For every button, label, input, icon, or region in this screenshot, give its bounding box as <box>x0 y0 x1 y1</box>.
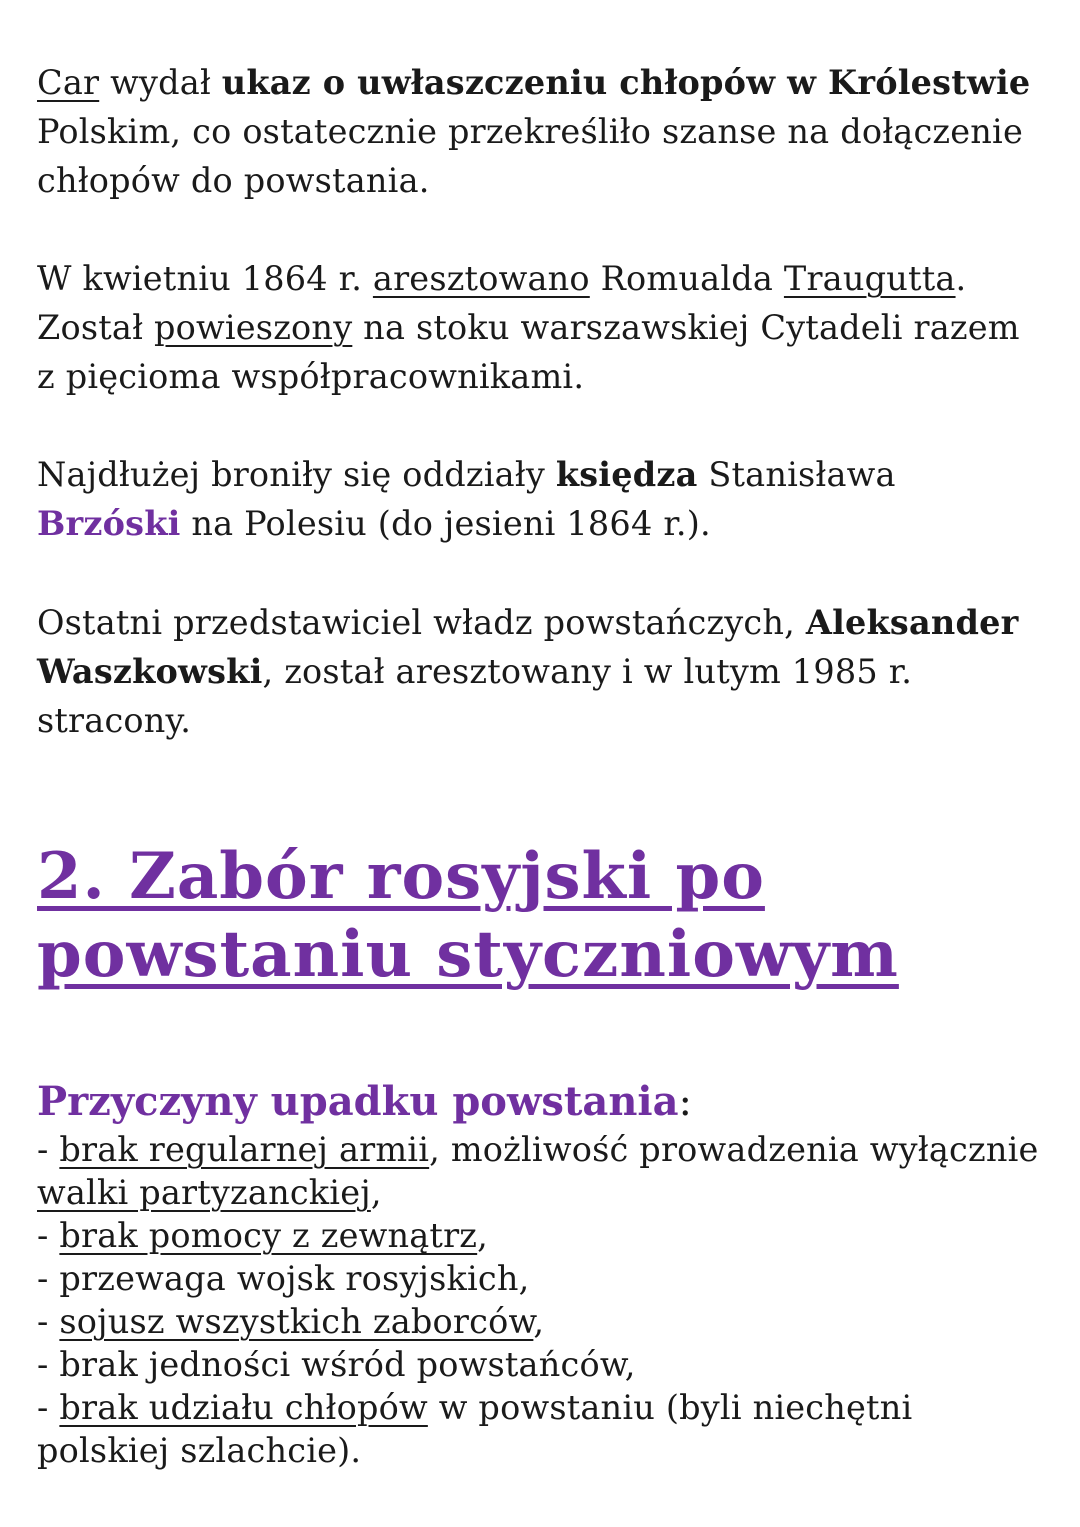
text: , <box>370 1173 382 1212</box>
underlined-text: walki partyzanckiej <box>37 1173 371 1212</box>
underlined-car: Car <box>37 63 100 102</box>
bold-ksiedza: księdza <box>555 455 698 494</box>
text: , <box>533 1302 545 1341</box>
list-item <box>37 1300 1047 1343</box>
causes-heading <box>37 1076 1047 1128</box>
text: . Został <box>37 259 967 347</box>
underlined-text: brak udziału chłopów <box>59 1388 428 1427</box>
underlined-aresztowano: aresztowano <box>372 259 590 298</box>
causes-section <box>37 1076 1047 1472</box>
underlined-text: sojusz wszystkich zaborców <box>59 1302 534 1341</box>
purple-brzoski: Brzóski <box>37 504 181 543</box>
paragraph-car-ukaz <box>37 58 1047 205</box>
bullet-dash: - <box>37 1345 60 1384</box>
list-item <box>37 1214 1047 1257</box>
underlined-text: brak pomocy z zewnątrz <box>59 1216 478 1255</box>
list-item <box>37 1386 1047 1472</box>
text: W kwietniu 1864 r. <box>37 259 373 298</box>
text: , <box>477 1216 489 1255</box>
text: , został aresztowany i w lutym 1985 r. stracony. <box>37 652 913 740</box>
text: Stanisława <box>697 455 896 494</box>
text: Najdłużej broniły się oddziały <box>37 455 556 494</box>
paragraph-traugutt <box>37 254 1047 401</box>
causes-list <box>37 1128 1047 1472</box>
bullet-dash: - <box>37 1388 60 1427</box>
bullet-dash: - <box>37 1302 60 1341</box>
text: na stoku warszawskiej Cytadeli razem z pięcioma współpracownikami. <box>37 308 1020 396</box>
list-item <box>37 1128 1047 1214</box>
paragraph-waszkowski <box>37 598 1047 745</box>
underlined-powieszony: powieszony <box>153 308 353 347</box>
text: przewaga wojsk rosyjskich, <box>59 1259 530 1298</box>
bold-waszkowski: Aleksander Waszkowski <box>37 603 1019 691</box>
bullet-dash: - <box>37 1216 60 1255</box>
causes-title: Przyczyny upadku powstania <box>37 1078 679 1125</box>
text: wydał <box>99 63 222 102</box>
bold-ukaz: ukaz o uwłaszczeniu chłopów w Królestwie <box>221 63 1031 102</box>
text: Romualda <box>589 259 784 298</box>
causes-colon: : <box>678 1079 693 1125</box>
bullet-dash: - <box>37 1130 60 1169</box>
bullet-dash: - <box>37 1259 60 1298</box>
list-item <box>37 1343 1047 1386</box>
underlined-traugutta: Traugutta <box>783 259 956 298</box>
text: Polskim, co ostatecznie przekreśliło szanse na dołączenie chłopów do powstania. <box>37 112 1023 200</box>
text: , możliwość prowadzenia wyłącznie <box>429 1130 1039 1169</box>
text: na Polesiu (do jesieni 1864 r.). <box>180 504 711 543</box>
paragraph-brzoska <box>37 450 1047 548</box>
list-item <box>37 1257 1047 1300</box>
section-heading: 2. Zabór rosyjski po powstaniu styczniowym <box>37 839 899 992</box>
underlined-text: brak regularnej armii <box>59 1130 430 1169</box>
text: brak jedności wśród powstańców, <box>59 1345 636 1384</box>
text: Ostatni przedstawiciel władz powstańczych, <box>37 603 806 642</box>
text: w powstaniu (byli niechętni polskiej szlachcie). <box>37 1388 913 1470</box>
